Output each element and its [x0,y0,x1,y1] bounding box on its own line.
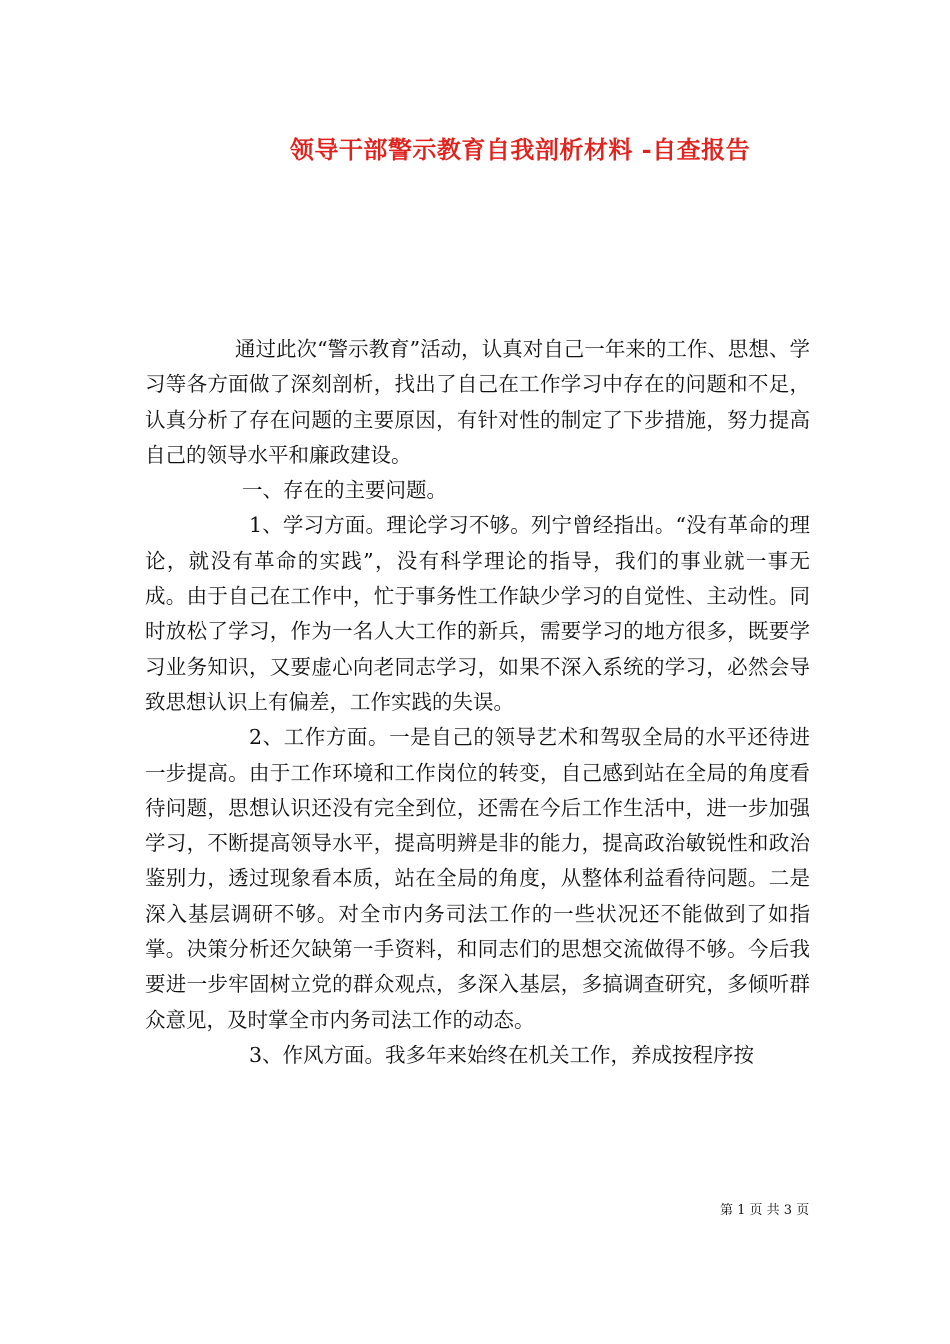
page-number: 第 1 页 共 3 页 [720,1203,810,1218]
paragraph-study: 1、学习方面。理论学习不够。列宁曾经指出。“没有革命的理论，就没有革命的实践”，没有科学理论的指导，我们的事业就一事无成。由于自己在工作中，忙于事务性工作缺少学习的自觉性、主动性。同时放松了学习，作为一名人大工作的新兵，需要学习的地方很多，既要学习业务知识，又要虚心向老同志学习，如果不深入系统的学习，必然会导致思想认识上有偏差，工作实践的失误。 [145,513,810,714]
paragraph-intro: 通过此次“警示教育”活动，认真对自己一年来的工作、思想、学习等各方面做了深刻剖析，找出了自己在工作学习中存在的问题和不足，认真分析了存在问题的主要原因，有针对性的制定了下步措施，努力提高自己的领导水平和廉政建设。 [145,337,810,467]
paragraph-style: 3、作风方面。我多年来始终在机关工作，养成按程序按 [249,1042,755,1067]
document-body [145,332,810,1073]
section-heading-problems: 一、存在的主要问题。 [242,478,447,503]
page-title: 领导干部警示教育自我剖析材料 -自查报告 [289,135,751,164]
paragraph-work: 2、工作方面。一是自己的领导艺术和驾驭全局的水平还待进一步提高。由于工作环境和工作岗位的转变，自己感到站在全局的角度看待问题，思想认识还没有完全到位，还需在今后工作生活中，进一步加强学习，不断提高领导水平，提高明辨是非的能力，提高政治敏锐性和政治鉴别力，透过现象看本质，站在全局的角度，从整体利益看待问题。二是深入基层调研不够。对全市内务司法工作的一些状况还不能做到了如指掌。决策分析还欠缺第一手资料，和同志们的思想交流做得不够。今后我要进一步牢固树立党的群众观点，多深入基层，多搞调查研究，多倾听群众意见，及时掌全市内务司法工作的动态。 [145,725,810,1032]
